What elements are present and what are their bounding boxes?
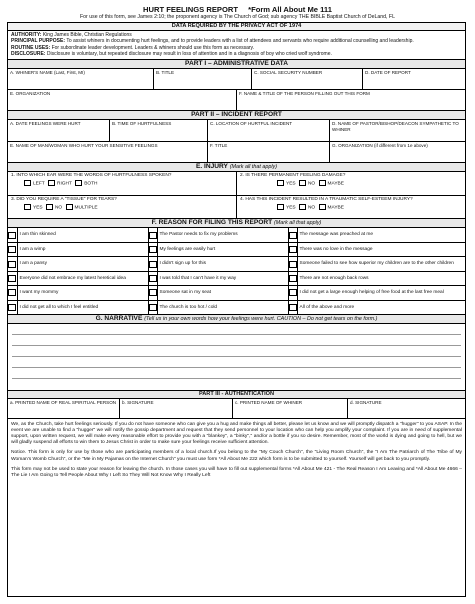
reason-label: I was told that I can't have it my way xyxy=(157,271,288,285)
spiritual-person-signature-field[interactable]: b. SIGNATURE xyxy=(120,399,233,418)
reason-checkbox[interactable] xyxy=(8,232,16,239)
reason-row xyxy=(8,257,465,271)
reason-label: The church is too hot / cold xyxy=(157,300,288,314)
reason-label: I did not get a large enough helping of free food at the last free meal xyxy=(297,286,465,300)
narrative-textarea[interactable] xyxy=(8,324,465,391)
form-number: *Form All About Me 111 xyxy=(248,5,332,14)
ear-options: LEFT RIGHT BOTH xyxy=(8,180,236,187)
reason-label: I did not get all to which I feel entitled xyxy=(17,300,148,314)
reason-checkbox[interactable] xyxy=(149,246,157,253)
authority-line: AUTHORITY: King James Bible, Christian Regulations xyxy=(11,32,132,38)
damage-no-checkbox[interactable] xyxy=(299,180,306,186)
report-date-field[interactable]: D. DATE OF REPORT xyxy=(365,70,411,76)
reason-label: I am a pansy xyxy=(17,257,148,271)
reason-checkbox-cell xyxy=(148,300,157,314)
reason-checkbox[interactable] xyxy=(289,261,297,268)
reasons-heading: F. REASON FOR FILING THIS REPORT (Mark all that apply) xyxy=(8,219,465,228)
narrative-line xyxy=(12,335,461,346)
part1-row1 xyxy=(8,69,465,90)
tissue-multiple-checkbox[interactable] xyxy=(66,204,73,210)
reason-checkbox-cell xyxy=(8,243,17,257)
pastor-name-field[interactable]: D. NAME OF PASTOR/BISHOP/DEACON SYMPATHETIC TO WHINER xyxy=(332,121,459,132)
reason-checkbox-cell xyxy=(148,257,157,271)
reason-label: I want my mommy xyxy=(17,286,148,300)
disclosure-line: DISCLOSURE: Disclosure is voluntary, but repeated disclosure may result in loss of attention and in a diagnosis of boy who cried wolf syndrome. xyxy=(11,50,332,57)
reasons-table xyxy=(8,228,465,315)
narrative-line xyxy=(12,346,461,357)
reason-checkbox[interactable] xyxy=(149,275,157,282)
part3-heading: PART III - AUTHENTICATION xyxy=(8,391,465,399)
incident-time-field[interactable]: B. TIME OF HURTFULNESS xyxy=(110,120,208,141)
both-checkbox[interactable] xyxy=(75,180,82,186)
reason-checkbox[interactable] xyxy=(289,232,297,239)
narrative-line xyxy=(12,324,461,335)
damage-question: 2. IS THERE PERMANENT FEELING DAMAGE? YES NO MAYBE xyxy=(237,172,465,195)
reason-label: I didn't sign up for this xyxy=(157,257,288,271)
reason-checkbox-cell xyxy=(8,228,17,242)
damage-yes-checkbox[interactable] xyxy=(277,180,284,186)
part1-row2 xyxy=(8,90,465,111)
whiner-signature-field[interactable]: d. SIGNATURE xyxy=(350,400,382,406)
reason-checkbox[interactable] xyxy=(8,289,16,296)
routine-uses-line: ROUTINE USES: For subordinate leader development. Leaders & whiners should use this form as necessary. xyxy=(11,44,255,51)
whiner-title-field[interactable]: B. TITLE xyxy=(154,69,252,89)
reason-checkbox-cell xyxy=(288,286,297,300)
reason-label: There are not enough back rows xyxy=(297,271,465,285)
reason-checkbox-cell xyxy=(148,286,157,300)
reason-checkbox-cell xyxy=(288,271,297,285)
reason-label: Someone failed to see how superior my children are to the other children xyxy=(297,257,465,271)
reason-label: Someone sat in my seat xyxy=(157,286,288,300)
self-esteem-question: 4. HAS THIS INCIDENT RESULTED IN A TRAUMATIC SELF-ESTEEM INJURY? YES NO MAYBE xyxy=(237,196,465,218)
injury-row1 xyxy=(8,172,465,196)
reason-checkbox[interactable] xyxy=(149,261,157,268)
filler-name-field[interactable]: F. NAME & TITLE OF THE PERSON FILLING OUT THIS FORM xyxy=(239,91,370,97)
whiner-name-field[interactable]: A. WHINER'S NAME (Last, First, MI) xyxy=(8,69,154,89)
reason-label: The Pastor needs to fix my problems xyxy=(157,228,288,242)
whiner-printed-name-field[interactable]: c. PRINTED NAME OF WHINER xyxy=(233,399,348,418)
reason-checkbox-cell xyxy=(8,257,17,271)
reason-row xyxy=(8,228,465,242)
organization-field[interactable]: E. ORGANIZATION xyxy=(8,90,237,110)
reason-checkbox[interactable] xyxy=(149,289,157,296)
reason-checkbox-cell xyxy=(288,228,297,242)
reason-checkbox[interactable] xyxy=(289,246,297,253)
reason-label: All of the above and more xyxy=(297,300,465,314)
privacy-statement xyxy=(8,31,465,60)
damage-options: YES NO MAYBE xyxy=(237,180,465,187)
reason-checkbox-cell xyxy=(288,300,297,314)
reason-label: Everyone did not embrace my latest heretical idea xyxy=(17,271,148,285)
reason-checkbox[interactable] xyxy=(289,275,297,282)
esteem-yes-checkbox[interactable] xyxy=(277,204,284,210)
reason-checkbox[interactable] xyxy=(8,246,16,253)
right-checkbox[interactable] xyxy=(48,180,55,186)
reason-label: I am thin skinned xyxy=(17,228,148,242)
spiritual-person-name-field[interactable]: a. PRINTED NAME OF REAL SPIRITUAL PERSON xyxy=(8,399,120,418)
esteem-maybe-checkbox[interactable] xyxy=(319,204,326,210)
reason-row xyxy=(8,300,465,314)
left-checkbox[interactable] xyxy=(24,180,31,186)
part1-heading: PART I – ADMINISTRATIVE DATA xyxy=(8,60,465,69)
offender-org-field[interactable]: G. ORGANIZATION (if different from 1e above) xyxy=(332,143,428,149)
reason-row xyxy=(8,243,465,257)
reason-checkbox[interactable] xyxy=(8,304,16,311)
form-frame xyxy=(7,22,466,597)
reason-checkbox-cell xyxy=(148,228,157,242)
reason-row xyxy=(8,286,465,300)
reason-checkbox-cell xyxy=(8,300,17,314)
reason-checkbox[interactable] xyxy=(149,232,157,239)
reason-label: My feelings are easily hurt xyxy=(157,243,288,257)
privacy-heading: DATA REQUIRED BY THE PRIVACY ACT OF 1974 xyxy=(8,23,465,31)
incident-location-field[interactable]: C. LOCATION OF HURTFUL INCIDENT xyxy=(208,120,330,141)
reason-label: There was no love in the message xyxy=(297,243,465,257)
ear-question: 1. INTO WHICH EAR WERE THE WORDS OF HURTFULNESS SPOKEN? LEFT RIGHT BOTH xyxy=(8,172,237,195)
hugger-paragraph: We, as the Church, take hurt feelings seriously. If you do not have someone who can give you a hug and make things all better, please let us know and we will promptly dispatch a "hugger" to you ASAP. In the event we are unable to find a "hugger" we will notify the gossip department and request that they send personnel to your location who can help you amplify your complaint. If you are in need of supplemental support, upon written request, we will make every reasonable effort to provide you with a "blankey", a "binky"," and/or a bottle if you so desire. Remember, most of the world is dying and going to hell, but we will gladly suspend all efforts to win them to Jesus Christ in order to make sure your feelings receive sufficient attention. xyxy=(11,422,462,446)
tissue-options: YES NO MULTIPLE xyxy=(8,204,236,211)
reason-checkbox[interactable] xyxy=(289,289,297,296)
reason-checkbox-cell xyxy=(148,271,157,285)
reason-checkbox-cell xyxy=(288,243,297,257)
hurt-feelings-form xyxy=(7,5,468,592)
offender-name-field[interactable]: E. NAME OF MAN/WOMAN WHO HURT YOUR SENSITIVE FEELINGS xyxy=(8,142,208,162)
reason-checkbox-cell xyxy=(8,271,17,285)
tissue-no-checkbox[interactable] xyxy=(46,204,53,210)
injury-heading: E. INJURY (Mark all that apply) xyxy=(8,163,465,172)
reason-checkbox[interactable] xyxy=(289,304,297,311)
part2-heading: PART II – INCIDENT REPORT xyxy=(8,111,465,120)
reason-label: I am a wimp xyxy=(17,243,148,257)
form-title: HURT FEELINGS REPORT xyxy=(143,5,238,14)
reason-checkbox[interactable] xyxy=(149,304,157,311)
reason-row xyxy=(8,271,465,285)
incident-date-field[interactable]: A. DATE FEELINGS WERE HURT xyxy=(8,120,110,141)
reason-checkbox-cell xyxy=(8,286,17,300)
injury-row2 xyxy=(8,196,465,219)
form-title-row xyxy=(7,5,468,14)
tissue-yes-checkbox[interactable] xyxy=(24,204,31,210)
ssn-field[interactable]: C. SOCIAL SECURITY NUMBER xyxy=(252,69,363,89)
reason-checkbox[interactable] xyxy=(8,275,16,282)
part2-row2 xyxy=(8,142,465,163)
notice-paragraph: Notice. This form is only for use by those who are participating members of a local church.If you belong to the "My Couch Church", the "Living Room Church", the "I Am The Patriarch of The Tribe of My Woman's Womb Church", or the "Me in My Pajamas on the Internet Church" you must use form *All About Me 222 which form is to be submitted to yourself. Yourself will get back to you promptly. xyxy=(11,450,462,462)
damage-maybe-checkbox[interactable] xyxy=(319,180,326,186)
narrative-heading: G. NARRATIVE (Tell us in your own words how your feelings were hurt. CAUTION – Do not get tears on the form.) xyxy=(8,315,465,324)
tissue-question: 3. DID YOU REQUIRE A "TISSUE" FOR TEARS? YES NO MULTIPLE xyxy=(8,196,237,218)
self-esteem-options: YES NO MAYBE xyxy=(237,204,465,211)
purpose-line: PRINCIPAL PURPOSE: To assist whiners in documenting hurt feelings, and to provide leaders with a list of attendees and servants who require additional counselling and leadership. xyxy=(11,38,414,45)
esteem-no-checkbox[interactable] xyxy=(299,204,306,210)
reason-label: The message was preached at me xyxy=(297,228,465,242)
leaving-paragraph: This form may not be used to state your reason for leaving the church. In those cases you will have to fill out supplemental forms *All About Me 421 - The Real Reason I Am Leaving and *All About Me 4666 – The Lie I Am Going to Tell People About Why I Left So They Will Not Know Why I Really Left xyxy=(11,466,462,478)
part2-row1 xyxy=(8,120,465,142)
reason-checkbox-cell xyxy=(148,243,157,257)
part3-row xyxy=(8,399,465,419)
narrative-line xyxy=(12,368,461,379)
offender-title-field[interactable]: F. TITLE xyxy=(208,142,330,162)
reason-checkbox[interactable] xyxy=(8,261,16,268)
form-subtitle: For use of this form, see James 2:10; the proponent agency is The Church of God; sub agency THE BIBLE Baptist Church of DeLand, FL xyxy=(80,14,395,20)
narrative-line xyxy=(12,357,461,368)
reason-checkbox-cell xyxy=(288,257,297,271)
